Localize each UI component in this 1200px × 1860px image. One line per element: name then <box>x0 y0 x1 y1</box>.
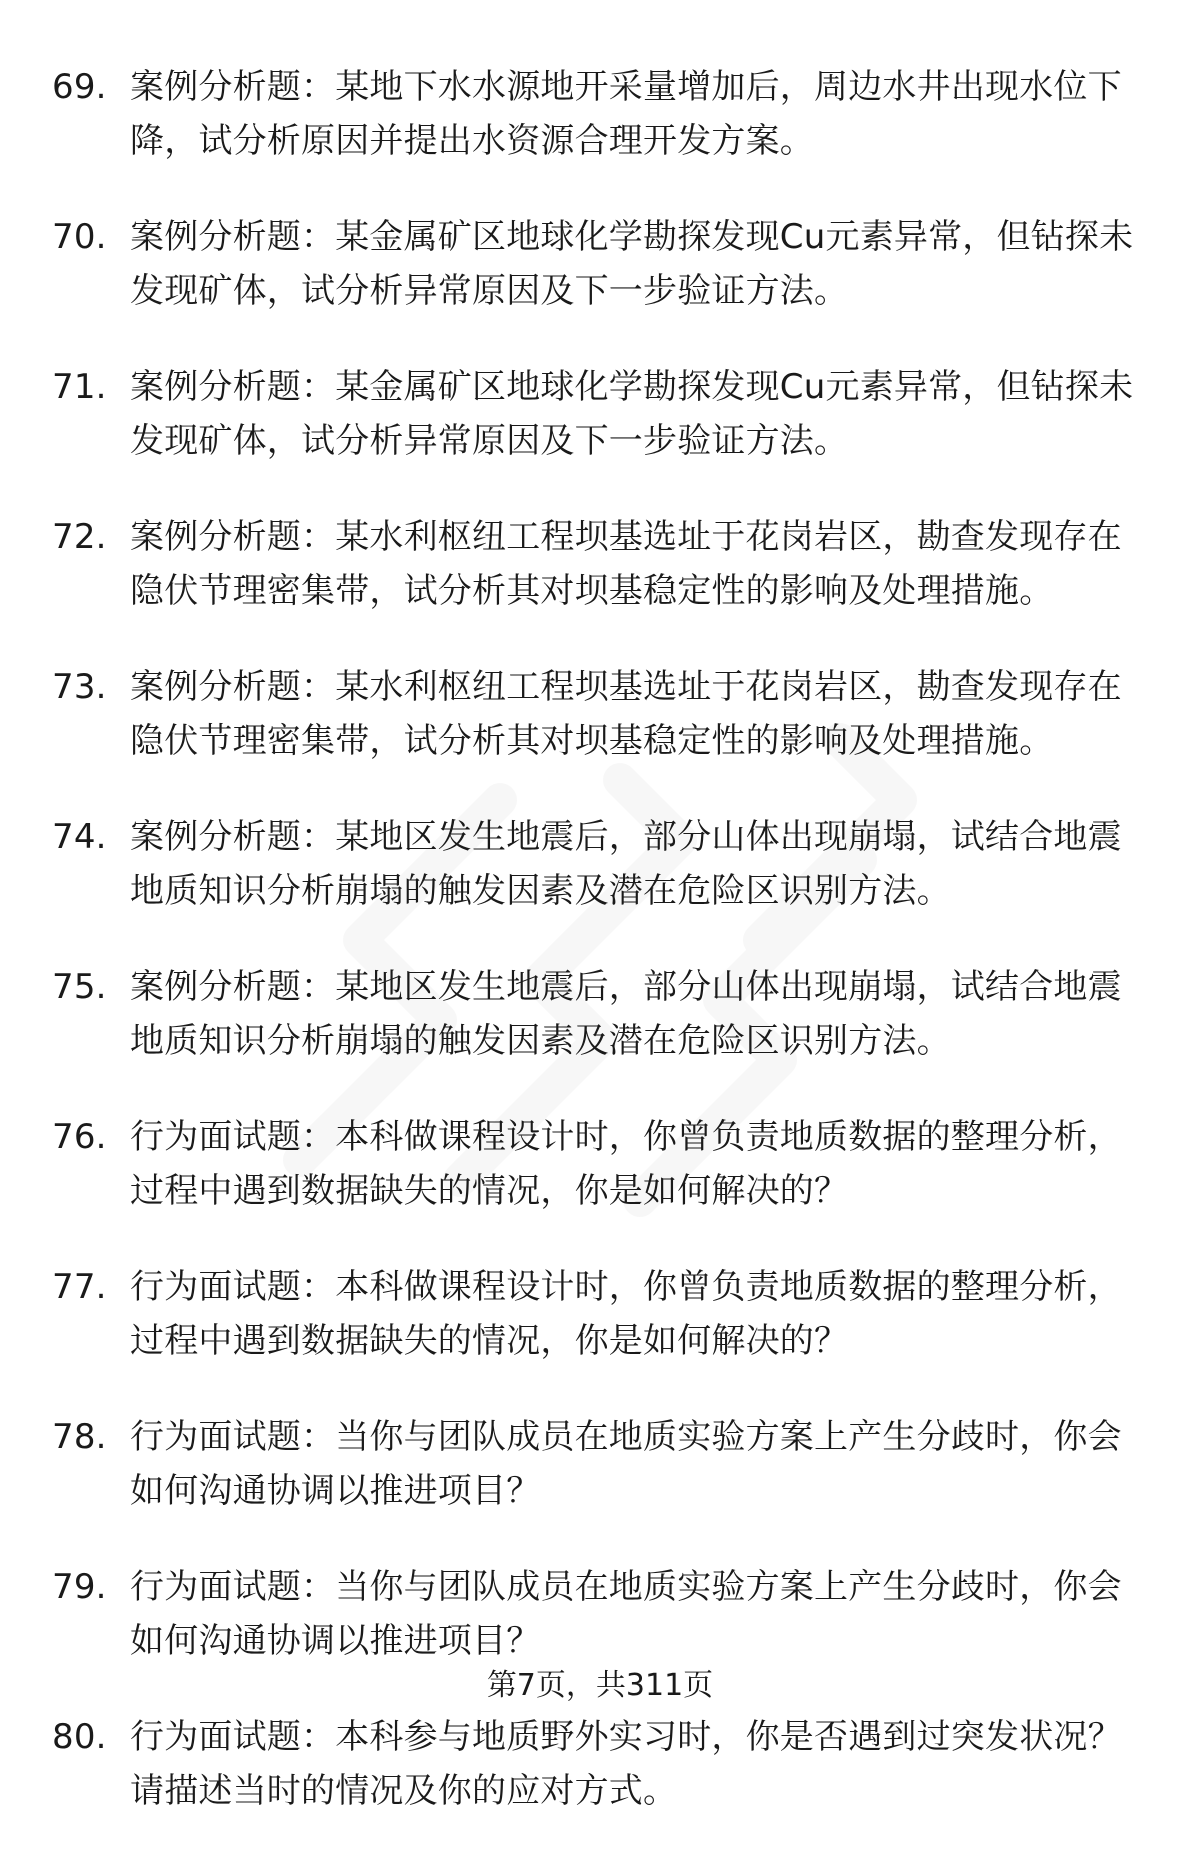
question-number: 69. <box>52 67 107 107</box>
question-number: 77. <box>52 1267 107 1307</box>
page-footer <box>0 1666 1200 1706</box>
question-item <box>52 960 1152 1068</box>
question-item <box>52 810 1152 918</box>
question-number: 75. <box>52 967 107 1007</box>
question-text: 行为面试题：本科做课程设计时，你曾负责地质数据的整理分析，过程中遇到数据缺失的情况，你是如何解决的？ <box>130 1267 1122 1361</box>
question-number: 70. <box>52 217 107 257</box>
question-list <box>52 60 1152 1860</box>
question-item <box>52 210 1152 318</box>
question-text: 案例分析题：某水利枢纽工程坝基选址于花岗岩区，勘查发现存在隐伏节理密集带，试分析其对坝基稳定性的影响及处理措施。 <box>130 517 1122 611</box>
question-text: 案例分析题：某地下水水源地开采量增加后，周边水井出现水位下降，试分析原因并提出水资源合理开发方案。 <box>130 67 1122 161</box>
question-text: 案例分析题：某地区发生地震后，部分山体出现崩塌，试结合地震地质知识分析崩塌的触发因素及潜在危险区识别方法。 <box>130 967 1122 1061</box>
question-item <box>52 60 1152 168</box>
question-number: 78. <box>52 1417 107 1457</box>
question-number: 73. <box>52 667 107 707</box>
question-item <box>52 1560 1152 1668</box>
question-text: 案例分析题：某金属矿区地球化学勘探发现Cu元素异常，但钻探未发现矿体，试分析异常原因及下一步验证方法。 <box>130 217 1134 311</box>
question-text: 案例分析题：某金属矿区地球化学勘探发现Cu元素异常，但钻探未发现矿体，试分析异常原因及下一步验证方法。 <box>130 367 1134 461</box>
question-text: 行为面试题：本科参与地质野外实习时，你是否遇到过突发状况？请描述当时的情况及你的应对方式。 <box>130 1717 1122 1811</box>
question-text: 行为面试题：当你与团队成员在地质实验方案上产生分歧时，你会如何沟通协调以推进项目？ <box>130 1567 1122 1661</box>
question-number: 79. <box>52 1567 107 1607</box>
question-number: 80. <box>52 1717 107 1757</box>
question-item <box>52 360 1152 468</box>
question-item <box>52 1410 1152 1518</box>
question-item <box>52 1710 1152 1818</box>
question-number: 74. <box>52 817 107 857</box>
question-item <box>52 510 1152 618</box>
question-text: 案例分析题：某地区发生地震后，部分山体出现崩塌，试结合地震地质知识分析崩塌的触发因素及潜在危险区识别方法。 <box>130 817 1122 911</box>
question-number: 71. <box>52 367 107 407</box>
question-number: 72. <box>52 517 107 557</box>
question-text: 行为面试题：本科做课程设计时，你曾负责地质数据的整理分析，过程中遇到数据缺失的情况，你是如何解决的？ <box>130 1117 1122 1211</box>
question-item <box>52 1110 1152 1218</box>
question-text: 行为面试题：当你与团队成员在地质实验方案上产生分歧时，你会如何沟通协调以推进项目？ <box>130 1417 1122 1511</box>
question-item <box>52 660 1152 768</box>
question-number: 76. <box>52 1117 107 1157</box>
page-number-label: 第7页，共311页 <box>486 1668 714 1703</box>
question-item <box>52 1260 1152 1368</box>
question-text: 案例分析题：某水利枢纽工程坝基选址于花岗岩区，勘查发现存在隐伏节理密集带，试分析其对坝基稳定性的影响及处理措施。 <box>130 667 1122 761</box>
